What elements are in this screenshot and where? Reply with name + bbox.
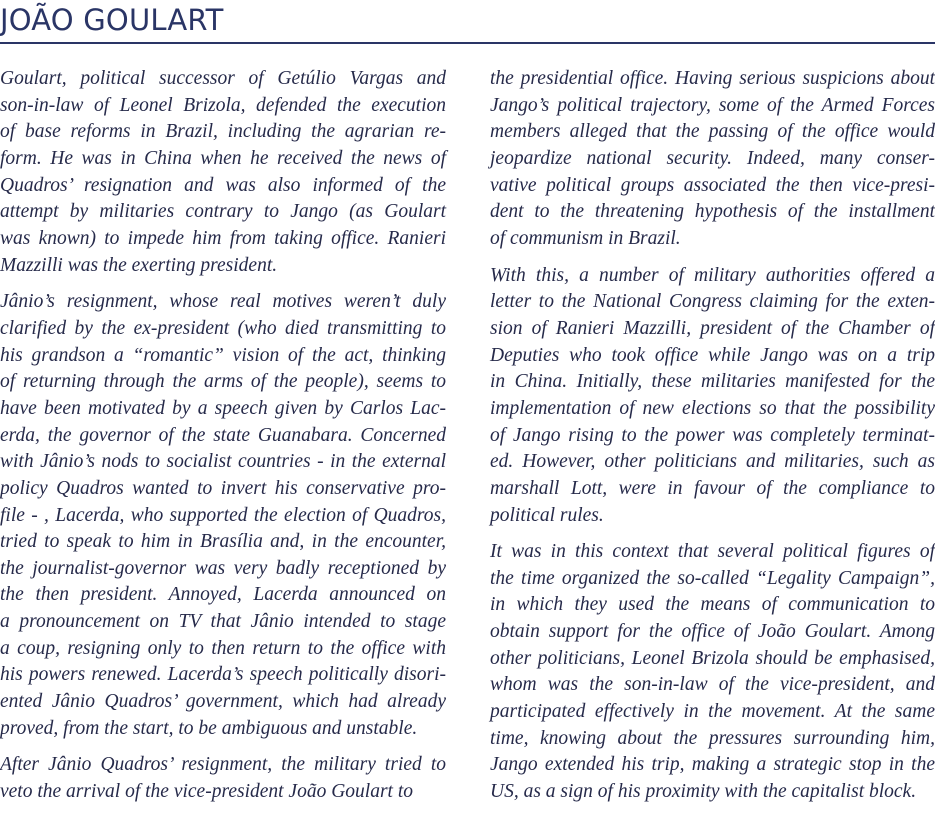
page-title: JOÃO GOULART <box>0 3 224 37</box>
text-line: other politicians, Leonel Brizola should be emphasised, <box>490 647 935 669</box>
text-line: vative political groups associated the then vice-presi- <box>490 174 935 196</box>
text-line: son-in-law of Leonel Brizola, defended the execution <box>0 94 446 116</box>
text-line: ented Jânio Quadros’ government, which had already <box>0 691 446 713</box>
text-line: Jango’s political trajectory, some of the Armed Forces <box>490 94 935 116</box>
text-line: Jânio’s resignment, whose real motives weren’t duly <box>0 291 446 313</box>
text-line: political rules. <box>490 504 604 526</box>
right-column <box>490 66 935 816</box>
text-line: of Jango rising to the power was completely terminat- <box>490 424 935 446</box>
text-line: the time organized the so-called “Legality Campaign”, <box>490 567 935 589</box>
text-line: a pronouncement on TV that Jânio intended to stage <box>0 611 446 633</box>
left-column <box>0 66 446 816</box>
text-line: was known) to impede him from taking office. Ranieri <box>0 227 446 249</box>
text-line: tried to speak to him in Brasília and, in the encounter, <box>0 531 446 553</box>
text-line: proved, from the start, to be ambiguous and unstable. <box>0 717 418 739</box>
paragraph <box>0 66 446 279</box>
text-line: the presidential office. Having serious suspicions about <box>490 68 935 89</box>
text-line: marshall Lott, were in favour of the compliance to <box>490 477 935 499</box>
text-line: have been motivated by a speech given by Carlos Lac- <box>0 397 446 419</box>
text-line: in which they used the means of communication to <box>490 594 935 616</box>
text-line: letter to the National Congress claiming for the exten- <box>490 291 935 313</box>
text-line: sion of Ranieri Mazzilli, president of the Chamber of <box>490 317 935 339</box>
paragraph <box>0 289 446 742</box>
text-line: erda, the governor of the state Guanabara. Concerned <box>0 424 446 446</box>
text-line: US, as a sign of his proximity with the capitalist block. <box>490 781 917 803</box>
text-line: implementation of new elections so that the possibility <box>490 397 935 419</box>
text-line: members alleged that the passing of the office would <box>490 121 935 143</box>
page-header <box>0 0 935 44</box>
text-line: Quadros’ resignation and was also informed of the <box>0 174 446 196</box>
text-line: in China. Initially, these militaries manifested for the <box>490 371 935 393</box>
text-line: his powers renewed. Lacerda’s speech politically disori- <box>0 664 446 686</box>
paragraph <box>490 539 935 806</box>
text-line: participated effectively in the movement. At the same <box>490 701 935 723</box>
paragraph <box>490 263 935 530</box>
text-line: time, knowing about the pressures surrounding him, <box>490 727 935 749</box>
text-line: file - , Lacerda, who supported the election of Quadros, <box>0 504 446 526</box>
text-line: Deputies who took office while Jango was on a trip <box>490 344 935 366</box>
text-line: the journalist-governor was very badly receptioned by <box>0 557 446 579</box>
text-line: policy Quadros wanted to invert his conservative pro- <box>0 477 446 499</box>
text-line: With this, a number of military authorities offered a <box>490 264 935 286</box>
text-line: veto the arrival of the vice-president João Goulart to <box>0 781 414 803</box>
text-line: Mazzilli was the exerting president. <box>0 254 278 276</box>
text-line: It was in this context that several political figures of <box>490 541 935 563</box>
paragraph <box>490 66 935 253</box>
text-line: of communism in Brazil. <box>490 227 681 249</box>
text-line: obtain support for the office of João Goulart. Among <box>490 621 935 643</box>
text-line: clarified by the ex-president (who died transmitting to <box>0 317 446 339</box>
text-line: a coup, resigning only to then return to the office with <box>0 637 446 659</box>
text-line: Goulart, political successor of Getúlio Vargas and <box>0 68 446 89</box>
paragraph <box>0 752 446 805</box>
text-line: whom was the son-in-law of the vice-president, and <box>490 674 935 696</box>
text-line: the then president. Annoyed, Lacerda announced on <box>0 584 446 606</box>
text-line: attempt by militaries contrary to Jango (as Goulart <box>0 201 446 223</box>
text-line: of returning through the arms of the people), seems to <box>0 371 446 393</box>
text-line: jeopardize national security. Indeed, many conser- <box>490 147 935 169</box>
text-line: After Jânio Quadros’ resignment, the military tried to <box>0 754 446 776</box>
text-line: Jango extended his trip, making a strategic stop in the <box>490 754 935 776</box>
text-line: his grandson a “romantic” vision of the act, thinking <box>0 344 446 366</box>
text-line: ed. However, other politicians and militaries, such as <box>490 451 935 473</box>
text-line: of base reforms in Brazil, including the agrarian re- <box>0 121 446 143</box>
text-line: form. He was in China when he received the news of <box>0 147 446 169</box>
text-line: with Jânio’s nods to socialist countries - in the external <box>0 451 446 473</box>
text-line: dent to the threatening hypothesis of the installment <box>490 201 935 223</box>
